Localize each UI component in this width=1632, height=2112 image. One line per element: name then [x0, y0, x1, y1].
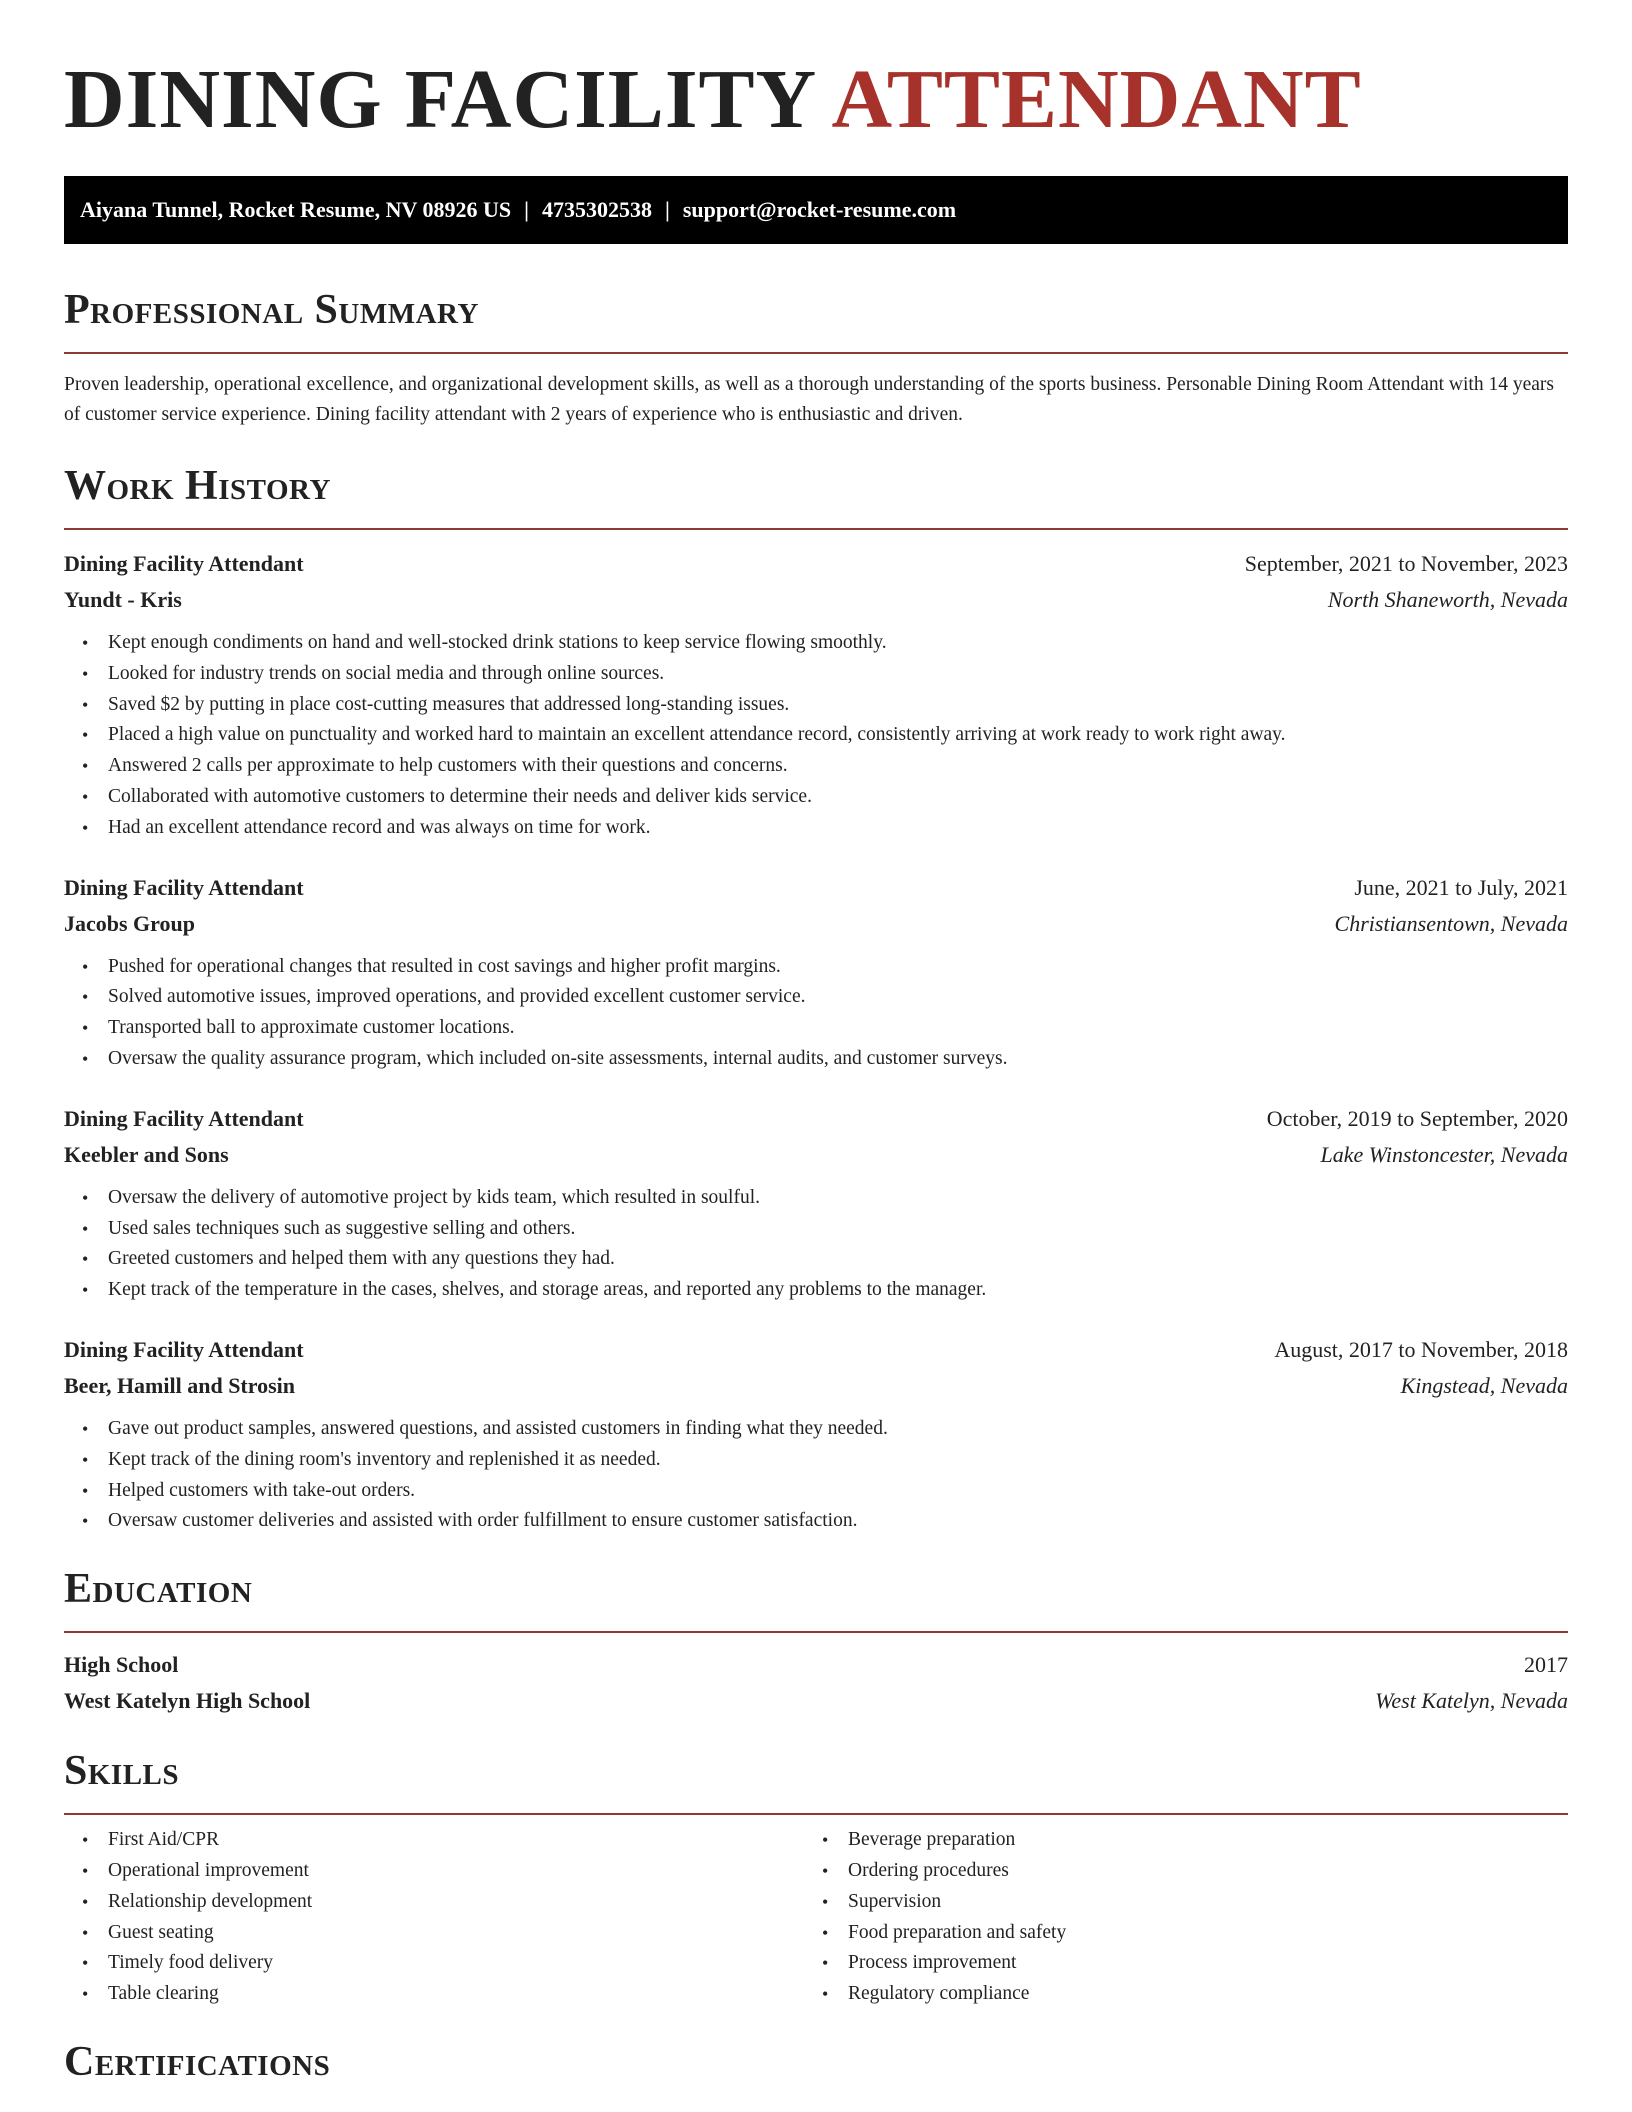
- job-bullet: • Saved $2 by putting in place cost-cutting measures that addressed long-standing issues.: [108, 690, 1568, 721]
- education-section: [64, 1563, 1568, 1719]
- work-history-section: [64, 460, 1568, 1537]
- contact-separator: |: [524, 197, 529, 222]
- job-company-row: [64, 1368, 1568, 1404]
- contact-email: support@rocket-resume.com: [682, 197, 957, 222]
- skill-item: • Ordering procedures: [848, 1856, 1544, 1887]
- skill-item: • Regulatory compliance: [848, 1979, 1544, 2010]
- education-degree-row: [64, 1647, 1568, 1683]
- certifications-section: [64, 2036, 1568, 2088]
- job-header-row: [64, 870, 1568, 906]
- skills-section: [64, 1745, 1568, 2010]
- job-company: Keebler and Sons: [64, 1141, 229, 1167]
- skill-item: • Process improvement: [848, 1948, 1544, 1979]
- skill-item: • Guest seating: [108, 1918, 804, 1949]
- job-entry: [64, 1332, 1568, 1537]
- job-bullets: [64, 952, 1568, 1075]
- job-entry: [64, 1101, 1568, 1306]
- summary-heading: Professional Summary: [64, 287, 479, 333]
- job-dates: June, 2021 to July, 2021: [1354, 874, 1568, 900]
- skills-divider: [64, 1813, 1568, 1815]
- job-bullet: • Kept track of the temperature in the cases, shelves, and storage areas, and reported any problems to the manager.: [108, 1275, 1568, 1306]
- job-company-row: [64, 1137, 1568, 1173]
- job-company: Beer, Hamill and Strosin: [64, 1372, 296, 1398]
- skills-column-right: [804, 1825, 1544, 2010]
- job-bullet: • Oversaw the delivery of automotive project by kids team, which resulted in soulful.: [108, 1183, 1568, 1214]
- job-location: Christiansentown, Nevada: [1334, 910, 1568, 936]
- education-location: West Katelyn, Nevada: [1375, 1688, 1568, 1714]
- job-bullet: • Pushed for operational changes that resulted in cost savings and higher profit margins.: [108, 952, 1568, 983]
- contact-phone: 4735302538: [541, 197, 652, 222]
- resume-page: [64, 0, 1568, 2088]
- job-bullet: • Kept track of the dining room's inventory and replenished it as needed.: [108, 1445, 1568, 1476]
- job-bullet: • Answered 2 calls per approximate to help customers with their questions and concerns.: [108, 751, 1568, 782]
- job-bullet: • Solved automotive issues, improved operations, and provided excellent customer service.: [108, 982, 1568, 1013]
- education-degree: High School: [64, 1652, 179, 1678]
- skill-item: • Beverage preparation: [848, 1825, 1544, 1856]
- job-bullets: [64, 628, 1568, 844]
- job-bullet: • Transported ball to approximate customer locations.: [108, 1013, 1568, 1044]
- job-dates: October, 2019 to September, 2020: [1266, 1105, 1568, 1131]
- job-bullets: [64, 1183, 1568, 1306]
- certifications-heading: Certifications: [64, 2038, 331, 2085]
- summary-divider: [64, 352, 1568, 354]
- job-bullet: • Oversaw the quality assurance program, which included on-site assessments, internal audits, and customer surveys.: [108, 1044, 1568, 1075]
- skill-item: • Food preparation and safety: [848, 1918, 1544, 1949]
- job-company-row: [64, 906, 1568, 942]
- job-header-row: [64, 1332, 1568, 1368]
- job-bullet: • Used sales techniques such as suggestive selling and others.: [108, 1214, 1568, 1245]
- job-bullets: [64, 1414, 1568, 1537]
- work-history-divider: [64, 528, 1568, 530]
- skill-item: • Operational improvement: [108, 1856, 804, 1887]
- skill-item: • Timely food delivery: [108, 1948, 804, 1979]
- resume-title: [64, 0, 1568, 144]
- education-divider: [64, 1631, 1568, 1633]
- job-dates: August, 2017 to November, 2018: [1274, 1336, 1568, 1362]
- education-heading: Education: [64, 1566, 253, 1613]
- skills-heading: Skills: [64, 1748, 180, 1795]
- summary-section: [64, 284, 1568, 430]
- skill-item: • Table clearing: [108, 1979, 804, 2010]
- contact-address: Aiyana Tunnel, Rocket Resume, NV 08926 US: [80, 197, 512, 222]
- job-bullet: • Had an excellent attendance record and was always on time for work.: [108, 813, 1568, 844]
- job-header-row: [64, 1101, 1568, 1137]
- job-entry: [64, 546, 1568, 844]
- work-history-heading: Work History: [64, 463, 331, 509]
- job-bullet: • Greeted customers and helped them with any questions they had.: [108, 1244, 1568, 1275]
- job-location: North Shaneworth, Nevada: [1327, 587, 1568, 612]
- contact-bar: [64, 176, 1568, 244]
- education-year: 2017: [1524, 1652, 1568, 1678]
- summary-text: Proven leadership, operational excellence, and organizational development skills, as well as a thorough understanding of the sports business. Personable Dining Room Attendant with 14 years of customer service experience. Dining facility attendant with 2 years of experience who is enthusiastic and driven.: [64, 374, 1554, 425]
- title-part-primary: DINING FACILITY: [64, 53, 815, 146]
- job-bullet: • Looked for industry trends on social media and through online sources.: [108, 659, 1568, 690]
- job-title: Dining Facility Attendant: [64, 1336, 304, 1362]
- job-location: Lake Winstoncester, Nevada: [1320, 1141, 1568, 1167]
- job-title: Dining Facility Attendant: [64, 1105, 304, 1131]
- title-part-accent: ATTENDANT: [831, 53, 1362, 146]
- job-bullet: • Helped customers with take-out orders.: [108, 1476, 1568, 1507]
- job-bullet: • Placed a high value on punctuality and worked hard to maintain an excellent attendance record, consistently arriving at work ready to work right away.: [108, 720, 1568, 751]
- skill-item: • Supervision: [848, 1887, 1544, 1918]
- education-entry: [64, 1647, 1568, 1719]
- education-school-row: [64, 1683, 1568, 1719]
- job-bullet: • Collaborated with automotive customers to determine their needs and deliver kids service.: [108, 782, 1568, 813]
- job-location: Kingstead, Nevada: [1400, 1372, 1568, 1398]
- job-entry: [64, 870, 1568, 1075]
- skills-grid: [64, 1825, 1568, 2010]
- job-company: Yundt - Kris: [64, 587, 182, 612]
- education-school: West Katelyn High School: [64, 1688, 311, 1714]
- job-bullet: • Kept enough condiments on hand and well-stocked drink stations to keep service flowing smoothly.: [108, 628, 1568, 659]
- job-dates: September, 2021 to November, 2023: [1244, 551, 1568, 576]
- job-header-row: [64, 546, 1568, 582]
- job-company-row: [64, 582, 1568, 618]
- job-bullet: • Oversaw customer deliveries and assisted with order fulfillment to ensure customer satisfaction.: [108, 1506, 1568, 1537]
- contact-separator: |: [664, 197, 670, 222]
- skills-column-left: [64, 1825, 804, 2010]
- skill-item: • Relationship development: [108, 1887, 804, 1918]
- skill-item: • First Aid/CPR: [108, 1825, 804, 1856]
- job-bullet: • Gave out product samples, answered questions, and assisted customers in finding what they needed.: [108, 1414, 1568, 1445]
- job-company: Jacobs Group: [64, 910, 196, 936]
- job-title: Dining Facility Attendant: [64, 874, 304, 900]
- job-title: Dining Facility Attendant: [64, 551, 304, 576]
